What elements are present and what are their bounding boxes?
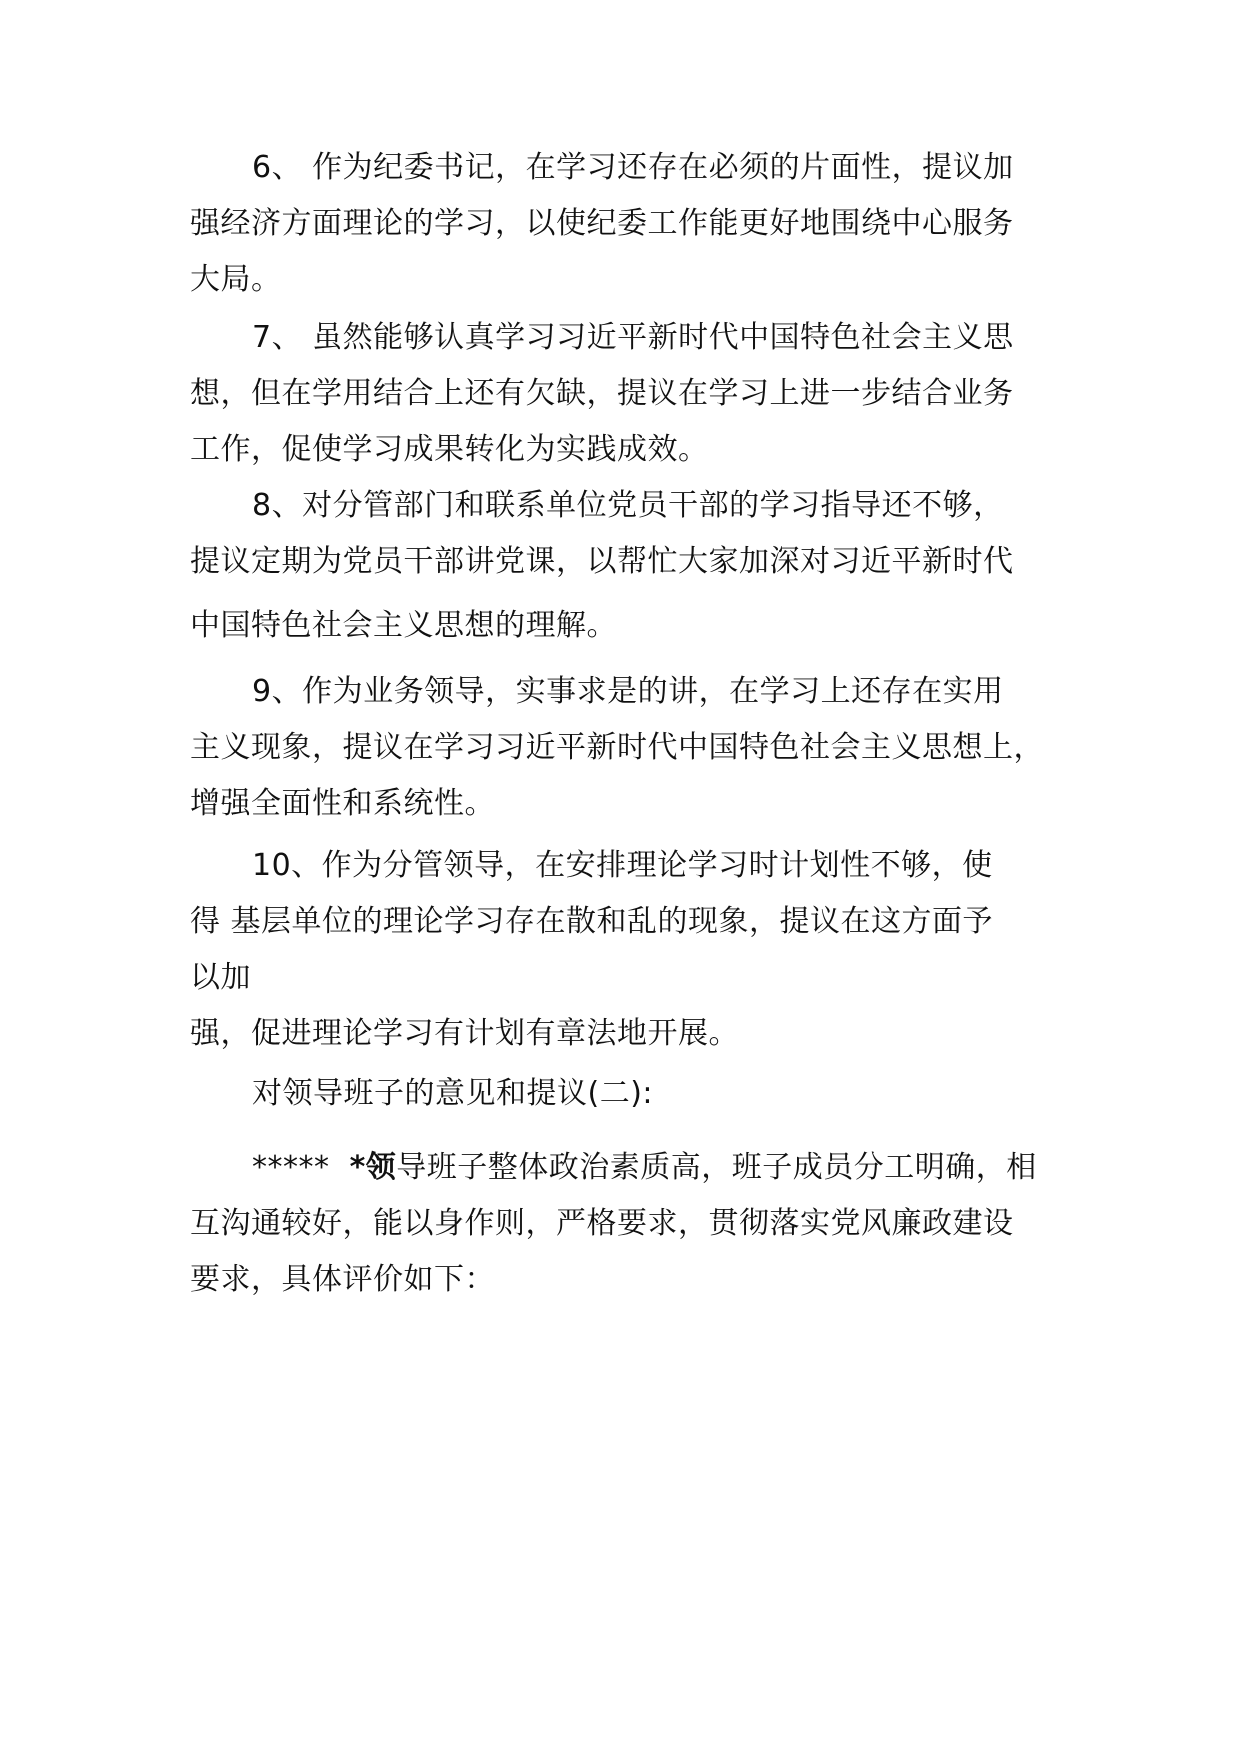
paragraph-line: 工作，促使学习成果转化为实践成效。	[190, 432, 709, 467]
paragraph-line: 10、作为分管领导，在安排理论学习时计划性不够，使	[252, 848, 993, 883]
closing-paragraph	[190, 1140, 1070, 1308]
paragraph-line: 中国特色社会主义思想的理解。	[190, 608, 617, 643]
paragraph-line: 想，但在学用结合上还有欠缺，提议在学习上进一步结合业务	[190, 376, 1014, 411]
asterisk-prefix: *****	[252, 1150, 350, 1185]
paragraph-line: 7、 虽然能够认真学习习近平新时代中国特色社会主义思	[252, 320, 1014, 355]
paragraph-item-7	[190, 310, 1070, 478]
paragraph-item-8	[190, 478, 1070, 654]
bold-text: *领	[349, 1150, 397, 1185]
paragraph-line: 强，促进理论学习有计划有章法地开展。	[190, 1016, 739, 1051]
paragraph-line	[190, 1140, 1070, 1196]
paragraph-line: 9、作为业务领导，实事求是的讲，在学习上还存在实用	[252, 674, 1004, 709]
paragraph-line: 增强全面性和系统性。	[190, 786, 495, 821]
paragraph-item-10	[190, 838, 1070, 1062]
paragraph-item-6	[190, 140, 1070, 308]
paragraph-line: 8、对分管部门和联系单位党员干部的学习指导还不够，	[252, 488, 1004, 523]
section-heading-text: 对领导班子的意见和提议(二):	[252, 1076, 654, 1111]
section-heading	[190, 1066, 1070, 1122]
paragraph-line: 强经济方面理论的学习，以使纪委工作能更好地围绕中心服务	[190, 206, 1014, 241]
paragraph-line: 以加	[190, 960, 251, 995]
paragraph-line: 6、 作为纪委书记，在学习还存在必须的片面性，提议加	[252, 150, 1014, 185]
paragraph-item-9	[190, 664, 1070, 832]
paragraph-line: 主义现象，提议在学习习近平新时代中国特色社会主义思想上，	[190, 730, 1044, 765]
paragraph-text: 导班子整体政治素质高，班子成员分工明确，相	[396, 1150, 1037, 1185]
paragraph-line: 要求，具体评价如下：	[190, 1262, 495, 1297]
paragraph-line: 得 基层单位的理论学习存在散和乱的现象，提议在这方面予	[190, 904, 994, 939]
paragraph-line: 大局。	[190, 262, 282, 297]
paragraph-line: 提议定期为党员干部讲党课，以帮忙大家加深对习近平新时代	[190, 544, 1014, 579]
paragraph-line: 互沟通较好，能以身作则，严格要求，贯彻落实党风廉政建设	[190, 1206, 1014, 1241]
